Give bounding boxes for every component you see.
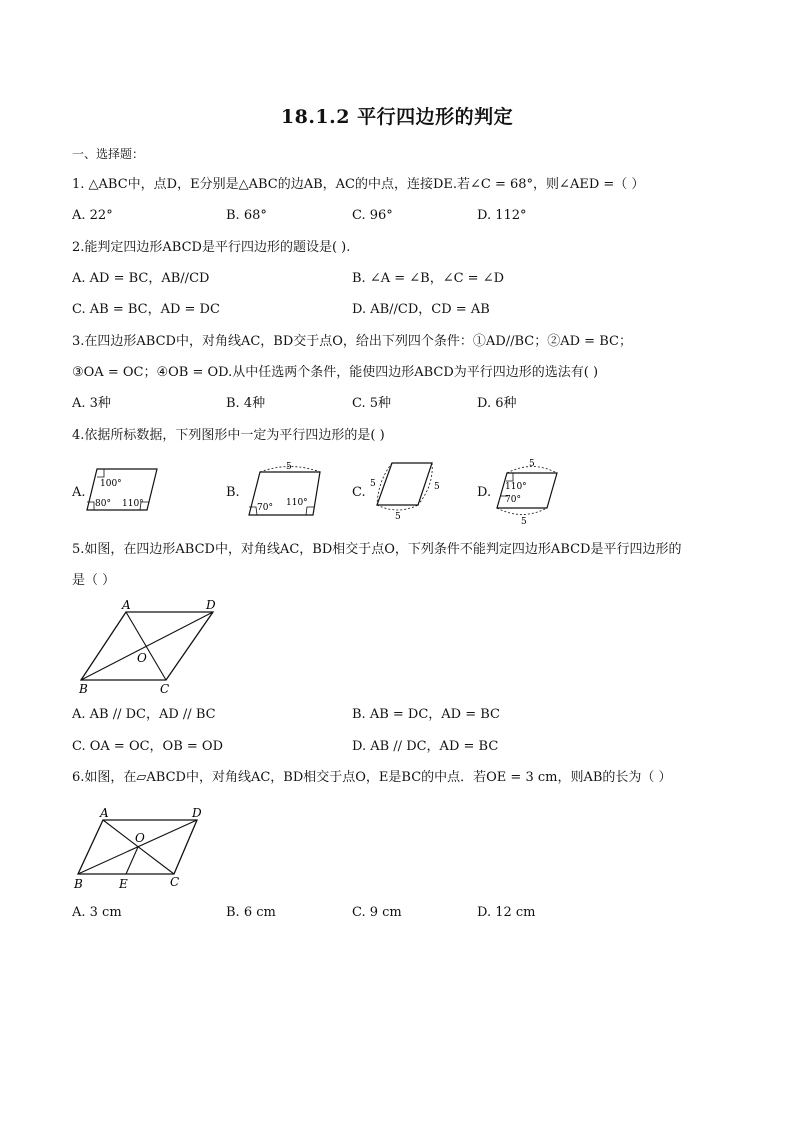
q1-option-a: A. 22°: [72, 208, 113, 223]
q1-option-d: D. 112°: [477, 208, 527, 223]
q3-option-b: B. 4种: [226, 396, 266, 411]
q4-figure-b: [249, 462, 320, 515]
q4d-side-top: 5: [529, 459, 535, 469]
q4-option-c-label: C.: [352, 485, 366, 500]
q5-option-b: B. AB = DC，AD = BC: [352, 707, 500, 722]
q4d-angle-2: 70°: [505, 495, 521, 505]
q5-label-c: C: [160, 682, 170, 696]
page-title: 18.1.2 平行四边形的判定: [280, 106, 514, 128]
q4-figures: [0, 455, 794, 525]
q4a-angle-3: 110°: [122, 499, 144, 509]
q2-option-b: B. ∠A = ∠B，∠C = ∠D: [352, 271, 505, 286]
q4-figure-d: [497, 459, 557, 525]
q5-figure: [70, 595, 230, 697]
q4d-side-bottom: 5: [521, 517, 527, 525]
q5-label-a: A: [122, 598, 131, 612]
q5-option-a: A. AB // DC，AD // BC: [72, 707, 216, 722]
q4-figure-a: [87, 469, 157, 510]
q5-stem-line1: 5.如图，在四边形ABCD中，对角线AC，BD相交于点O，下列条件不能判定四边形ABCD是平行四边形的: [72, 542, 682, 557]
q4-option-a-label: A.: [72, 485, 86, 500]
q6-label-a: A: [100, 806, 109, 820]
q3-option-a: A. 3种: [72, 396, 111, 411]
q2-stem: 2.能判定四边形ABCD是平行四边形的题设是( ).: [72, 240, 351, 255]
q6-option-a: A. 3 cm: [72, 905, 122, 920]
q4b-angle-1: 70°: [257, 503, 273, 513]
q4b-side-top: 5: [286, 462, 292, 472]
q3-stem-line2: ③OA = OC；④OB = OD.从中任选两个条件，能使四边形ABCD为平行四边形的选法有( ): [72, 365, 599, 380]
q6-option-d: D. 12 cm: [477, 905, 536, 920]
q6-option-c: C. 9 cm: [352, 905, 402, 920]
q6-label-b: B: [74, 877, 83, 891]
q5-diagonal-bd: [81, 612, 213, 680]
q6-option-b: B. 6 cm: [226, 905, 276, 920]
q4-option-b-label: B.: [226, 485, 240, 500]
q5-label-o: O: [137, 651, 147, 665]
q4-stem: 4.依据所标数据，下列图形中一定为平行四边形的是( ): [72, 428, 385, 443]
q2-option-a: A. AD = BC，AB//CD: [72, 271, 210, 286]
q1-option-b: B. 68°: [226, 208, 267, 223]
q5-option-c: C. OA = OC，OB = OD: [72, 739, 224, 754]
q3-option-c: C. 5种: [352, 396, 392, 411]
q4c-side-left: 5: [370, 479, 376, 489]
q4b-angle-2: 110°: [286, 498, 308, 508]
q6-figure: [70, 800, 220, 892]
q6-label-c: C: [170, 875, 180, 889]
q6-label-d: D: [192, 806, 202, 820]
q4a-angle-1: 100°: [100, 479, 122, 489]
q3-option-d: D. 6种: [477, 396, 517, 411]
q2-option-c: C. AB = BC，AD = DC: [72, 302, 220, 317]
q6-stem: 6.如图，在▱ABCD中，对角线AC，BD相交于点O，E是BC的中点．若OE = 3 cm，则AB的长为（ ）: [72, 770, 672, 785]
q4a-angle-2: 80°: [95, 499, 111, 509]
q1-stem: 1. △ABC中，点D，E分别是△ABC的边AB，AC的中点，连接DE.若∠C = 68°，则∠AED =（ ）: [72, 177, 645, 192]
q6-label-e: E: [119, 877, 128, 891]
q4d-angle-1: 110°: [505, 482, 527, 492]
q5-label-b: B: [79, 682, 88, 696]
q4c-shape: [377, 463, 432, 505]
q4c-side-right: 5: [434, 482, 440, 492]
q4-option-d-label: D.: [477, 485, 492, 500]
section-heading: 一、选择题：: [72, 147, 145, 161]
q3-stem-line1: 3.在四边形ABCD中，对角线AC，BD交于点O，给出下列四个条件：①AD//BC；②AD = BC；: [72, 334, 632, 349]
q5-stem-line2: 是（ ）: [72, 573, 116, 588]
q1-option-c: C. 96°: [352, 208, 393, 223]
q5-option-d: D. AB // DC，AD = BC: [352, 739, 499, 754]
q6-label-o: O: [135, 831, 145, 845]
q2-option-d: D. AB//CD，CD = AB: [352, 302, 490, 317]
q4-figure-c: [370, 463, 440, 522]
q4c-side-bottom: 5: [395, 512, 401, 522]
q5-label-d: D: [206, 598, 216, 612]
